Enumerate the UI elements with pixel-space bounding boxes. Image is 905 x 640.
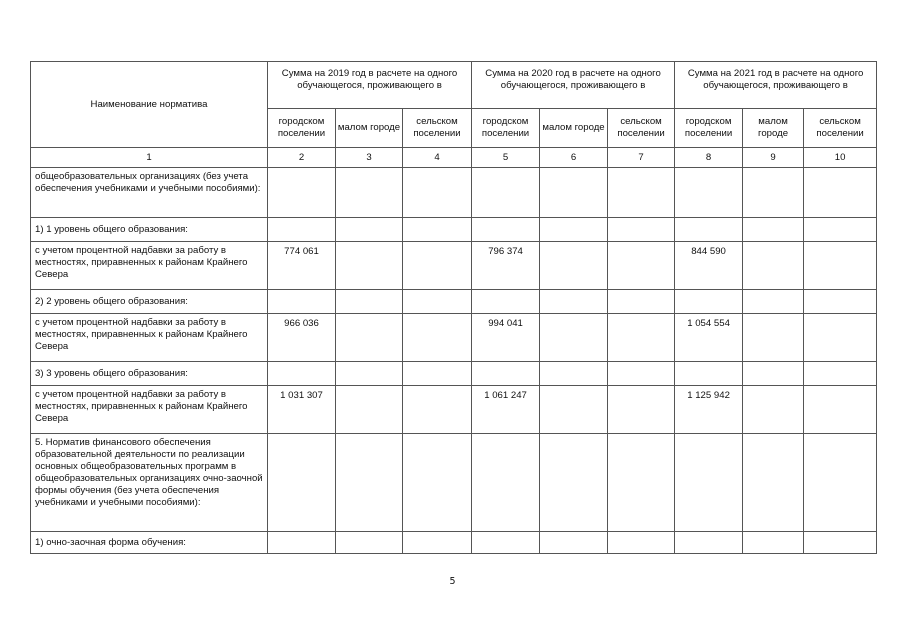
cell-value — [675, 434, 743, 532]
cell-value — [804, 532, 877, 554]
cell-value — [336, 386, 403, 434]
cell-value — [268, 362, 336, 386]
row-name: с учетом процентной надбавки за работу в местностях, приравненных к районам Крайнего Севера — [31, 242, 268, 290]
cell-value — [743, 362, 804, 386]
header-sub: малом городе — [336, 109, 403, 148]
cell-value — [403, 218, 472, 242]
cell-value — [540, 434, 608, 532]
cell-value — [743, 386, 804, 434]
cell-value — [743, 532, 804, 554]
header-row-numbers — [31, 148, 877, 168]
normatives-table — [30, 61, 877, 554]
column-number: 2 — [268, 148, 336, 168]
cell-value — [540, 290, 608, 314]
cell-value — [336, 218, 403, 242]
cell-value — [336, 168, 403, 218]
cell-value — [336, 290, 403, 314]
cell-value — [804, 242, 877, 290]
cell-value — [804, 218, 877, 242]
cell-value — [472, 532, 540, 554]
cell-value — [540, 242, 608, 290]
cell-value — [403, 168, 472, 218]
header-sub: малом городе — [540, 109, 608, 148]
cell-value — [472, 168, 540, 218]
cell-value: 994 041 — [472, 314, 540, 362]
cell-value — [472, 290, 540, 314]
column-number: 8 — [675, 148, 743, 168]
table-row — [31, 218, 877, 242]
cell-value — [336, 434, 403, 532]
cell-value — [336, 532, 403, 554]
cell-value — [675, 290, 743, 314]
cell-value: 844 590 — [675, 242, 743, 290]
page-number: 5 — [449, 576, 456, 587]
cell-value — [804, 434, 877, 532]
cell-value — [743, 218, 804, 242]
cell-value — [608, 314, 675, 362]
row-name: 2) 2 уровень общего образования: — [31, 290, 268, 314]
row-name: 5. Норматив финансового обеспечения образовательной деятельности по реализации основных общеобразовательных программ в общеобразовательных организациях очно-заочной формы обучения (без учета обеспечения учебниками и учебными пособиями): — [31, 434, 268, 532]
cell-value: 774 061 — [268, 242, 336, 290]
cell-value — [403, 314, 472, 362]
cell-value — [804, 168, 877, 218]
header-sub: малом городе — [743, 109, 804, 148]
column-number: 1 — [31, 148, 268, 168]
cell-value — [268, 290, 336, 314]
cell-value — [608, 290, 675, 314]
cell-value — [743, 314, 804, 362]
cell-value — [472, 218, 540, 242]
row-name: 1) очно-заочная форма обучения: — [31, 532, 268, 554]
cell-value — [403, 532, 472, 554]
cell-value — [268, 168, 336, 218]
cell-value: 1 031 307 — [268, 386, 336, 434]
table-row — [31, 434, 877, 532]
cell-value — [336, 362, 403, 386]
cell-value — [403, 434, 472, 532]
table-row — [31, 242, 877, 290]
cell-value — [403, 290, 472, 314]
cell-value — [743, 434, 804, 532]
column-number: 3 — [336, 148, 403, 168]
table-row — [31, 386, 877, 434]
row-name: общеобразовательных организациях (без учета обеспечения учебниками и учебными пособиями): — [31, 168, 268, 218]
cell-value — [268, 434, 336, 532]
table-row — [31, 290, 877, 314]
cell-value — [675, 218, 743, 242]
cell-value — [268, 218, 336, 242]
cell-value: 796 374 — [472, 242, 540, 290]
cell-value — [268, 532, 336, 554]
column-number: 7 — [608, 148, 675, 168]
row-name: с учетом процентной надбавки за работу в местностях, приравненных к районам Крайнего Севера — [31, 386, 268, 434]
header-year-2019: Сумма на 2019 год в расчете на одного обучающегося, проживающего в — [268, 62, 472, 109]
cell-value — [540, 386, 608, 434]
cell-value — [608, 362, 675, 386]
column-number: 5 — [472, 148, 540, 168]
cell-value — [336, 242, 403, 290]
cell-value — [608, 434, 675, 532]
cell-value — [608, 242, 675, 290]
row-name: 3) 3 уровень общего образования: — [31, 362, 268, 386]
header-name-column: Наименование норматива — [31, 62, 268, 148]
header-sub: сельском поселении — [804, 109, 877, 148]
cell-value — [540, 532, 608, 554]
cell-value — [804, 386, 877, 434]
cell-value — [675, 532, 743, 554]
cell-value — [743, 168, 804, 218]
header-sub: городском поселении — [675, 109, 743, 148]
cell-value — [675, 362, 743, 386]
cell-value — [403, 362, 472, 386]
row-name: с учетом процентной надбавки за работу в местностях, приравненных к районам Крайнего Севера — [31, 314, 268, 362]
header-year-2021: Сумма на 2021 год в расчете на одного обучающегося, проживающего в — [675, 62, 877, 109]
cell-value: 966 036 — [268, 314, 336, 362]
cell-value: 1 061 247 — [472, 386, 540, 434]
cell-value — [675, 168, 743, 218]
column-number: 4 — [403, 148, 472, 168]
cell-value — [608, 386, 675, 434]
cell-value — [608, 168, 675, 218]
cell-value — [336, 314, 403, 362]
header-year-2020: Сумма на 2020 год в расчете на одного обучающегося, проживающего в — [472, 62, 675, 109]
cell-value — [403, 386, 472, 434]
cell-value — [540, 314, 608, 362]
cell-value — [608, 532, 675, 554]
row-name: 1) 1 уровень общего образования: — [31, 218, 268, 242]
table-row — [31, 362, 877, 386]
header-row-groups — [31, 62, 877, 109]
cell-value — [743, 242, 804, 290]
cell-value — [472, 434, 540, 532]
cell-value — [608, 218, 675, 242]
cell-value — [472, 362, 540, 386]
column-number: 10 — [804, 148, 877, 168]
cell-value — [804, 362, 877, 386]
table-row — [31, 532, 877, 554]
table-row — [31, 314, 877, 362]
cell-value — [540, 168, 608, 218]
header-sub: сельском поселении — [608, 109, 675, 148]
cell-value — [403, 242, 472, 290]
header-sub: городском поселении — [472, 109, 540, 148]
cell-value: 1 125 942 — [675, 386, 743, 434]
table-row — [31, 168, 877, 218]
header-sub: сельском поселении — [403, 109, 472, 148]
cell-value — [743, 290, 804, 314]
cell-value — [804, 290, 877, 314]
header-sub: городском поселении — [268, 109, 336, 148]
column-number: 9 — [743, 148, 804, 168]
cell-value: 1 054 554 — [675, 314, 743, 362]
cell-value — [540, 218, 608, 242]
cell-value — [804, 314, 877, 362]
column-number: 6 — [540, 148, 608, 168]
cell-value — [540, 362, 608, 386]
